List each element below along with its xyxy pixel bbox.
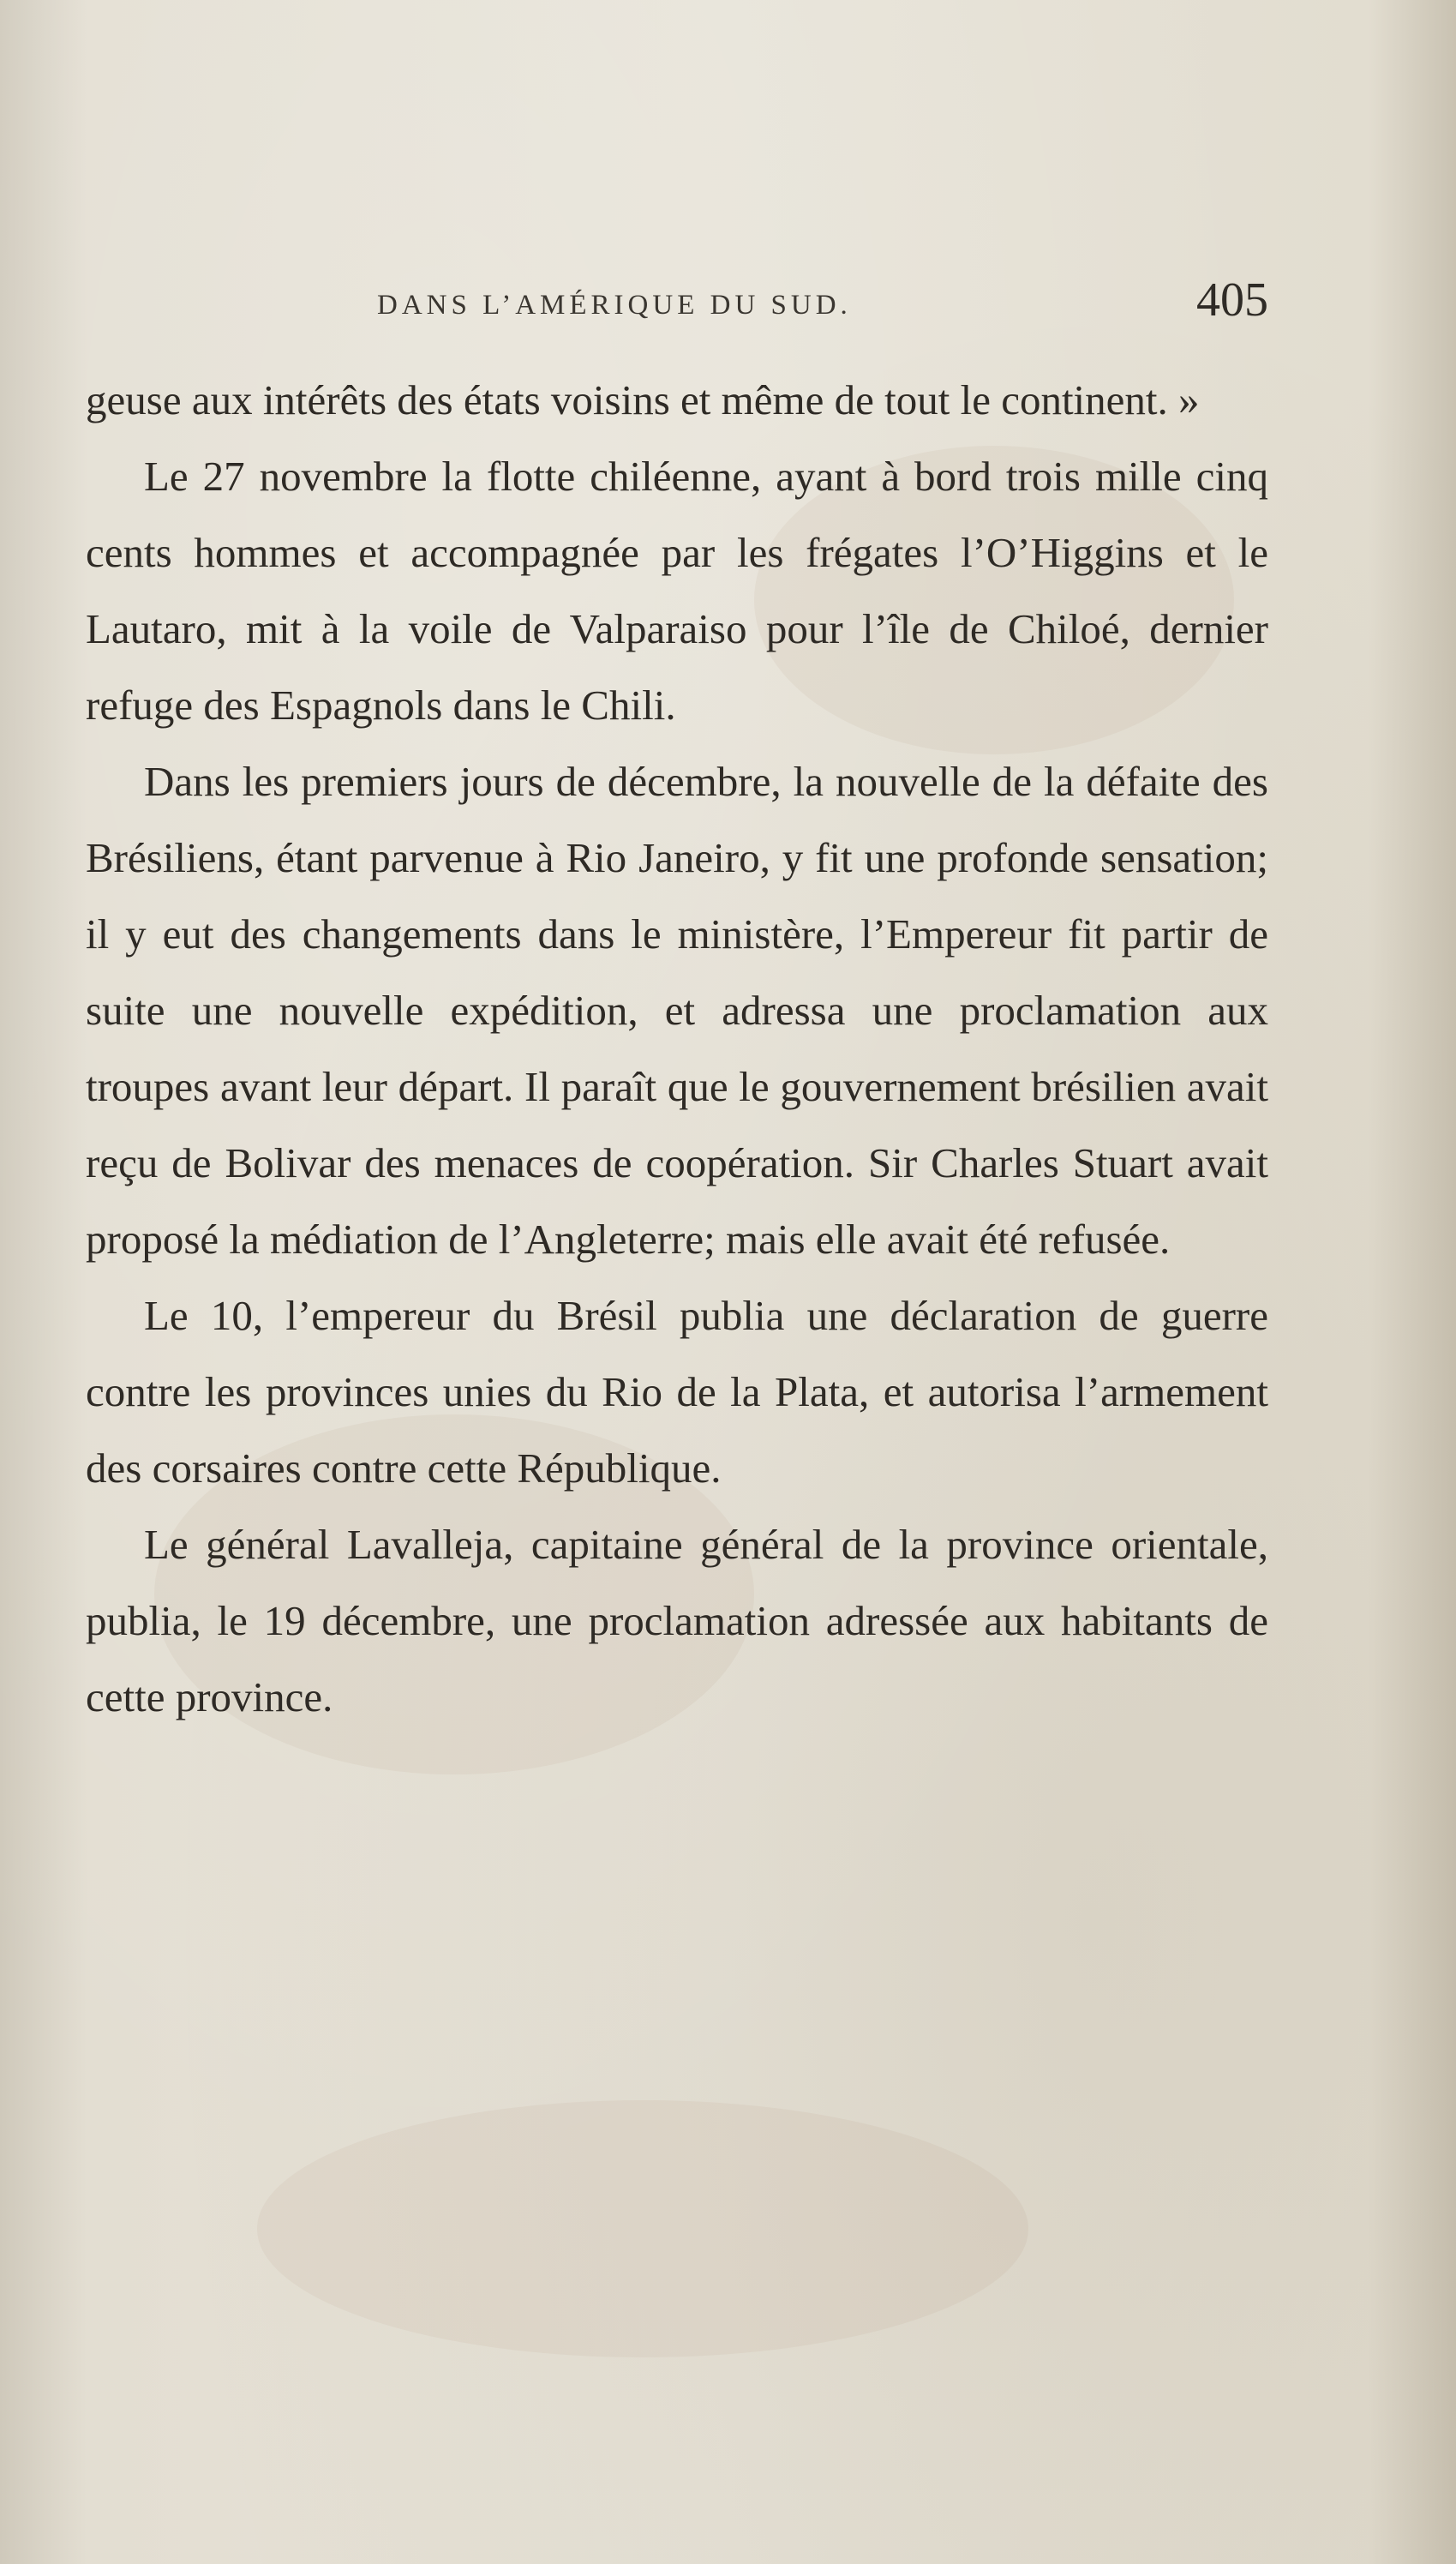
paragraph: Le 10, l’empereur du Brésil publia une déclaration de guerre contre les provinces unies du Rio de la Plata, et autorisa l’armement des corsaires contre cette République. — [86, 1292, 1268, 1492]
paragraph: Dans les premiers jours de décembre, la nouvelle de la défaite des Brésiliens, étant parvenue à Rio Janeiro, y fit une profonde sensation; il y eut des changements dans le ministère, l’Empereur fit partir de suite une nouvelle expédition, et adressa une proclamation aux troupes avant leur départ. Il paraît que le gouvernement brésilien avait reçu de Bolivar des menaces de coopération. Sir Charles Stuart avait proposé la médiation de l’Angleterre; mais elle avait été refusée. — [86, 758, 1268, 1263]
paragraph: Le général Lavalleja, capitaine général de la province orientale, publia, le 19 décembre, une proclamation adressée aux habitants de cette province. — [86, 1521, 1268, 1720]
paragraph-continuation: geuse aux intérêts des états voisins et même de tout le continent. » — [86, 376, 1200, 423]
paper-stain — [257, 2100, 1028, 2357]
page-number: 405 — [1196, 273, 1268, 327]
paragraph: Le 27 novembre la flotte chiléenne, ayant à bord trois mille cinq cents hommes et accompagnée par les frégates l’O’Higgins et le Lautaro, mit à la voile de Valparaiso pour l’île de Chiloé, dernier refuge des Espagnols dans le Chili. — [86, 453, 1268, 729]
page-header — [86, 273, 1268, 333]
body-text — [86, 362, 1268, 1735]
running-head: DANS L’AMÉRIQUE DU SUD. — [377, 290, 852, 321]
